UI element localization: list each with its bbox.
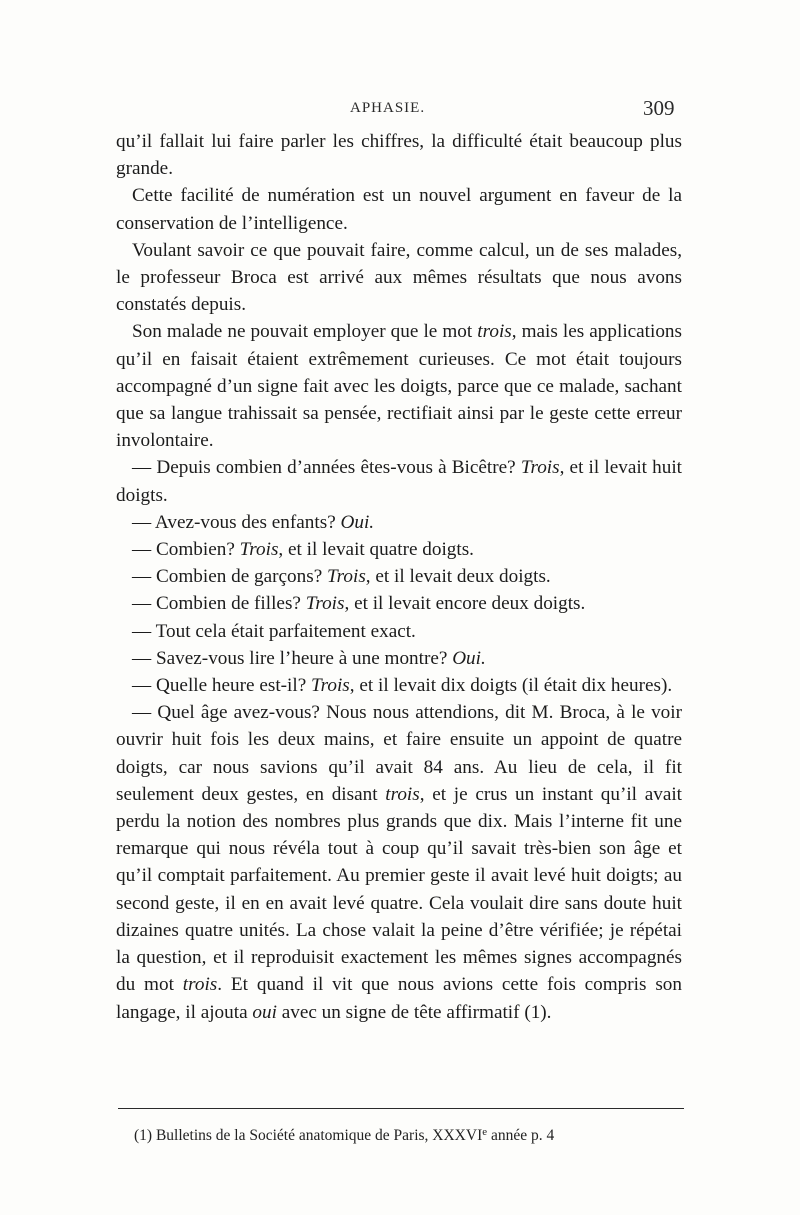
dialogue-2-answer: Oui. [340,511,375,533]
paragraph-3 [116,237,682,319]
dialogue-4-gesture: , et il levait deux doigts. [365,566,551,588]
dialogue-line-6 [116,618,682,645]
dialogue-1-answer: Trois [520,457,560,479]
footnote-divider [118,1108,684,1109]
dialogue-3-gesture: , et il levait quatre doigts. [278,539,474,561]
body-text [116,128,682,1026]
dialogue-7-question: — Savez-vous lire l’heure à une montre? [132,647,453,669]
paragraph-3-text: Voulant savoir ce que pouvait faire, comme calcul, un de ses malades, le professeur Broca est arrivé aux mêmes résultats que nous avons constatés depuis. [116,239,682,316]
dialogue-8-answer: Trois [311,675,350,697]
paragraph-1-text: qu’il fallait lui faire parler les chiffres, la difficulté était beaucoup plus grande. [116,131,682,180]
dialogue-5-answer: Trois [305,593,345,615]
dialogue-5-question: — Combien de filles? [132,593,306,615]
dialogue-7-answer: Oui. [452,647,486,669]
paragraph-4-text-b: , mais les applications qu’il en faisait étaient extrêmement curieuses. Ce mot était toujours accompagné d’un signe fait avec les doigts, parce que ce malade, sachant que sa langue trahissait sa pensée, rectifiait ainsi par le geste cette erreur involontaire. [116,321,682,452]
dialogue-line-8 [116,672,682,699]
running-title: APHASIE. [350,100,426,116]
dialogue-9-emphasis-3: oui [252,1001,277,1023]
page-number: 309 [643,96,675,120]
dialogue-3-answer: Trois [239,539,279,561]
dialogue-2-question: — Avez-vous des enfants? [132,511,341,533]
paragraph-4 [116,318,682,454]
dialogue-6-text: — Tout cela était parfaitement exact. [132,620,416,642]
dialogue-8-gesture: , et il levait dix doigts (il était dix heures). [349,675,673,697]
dialogue-9-text-a: — Quel âge avez-vous? Nous nous attendions, dit M. Broca, à le voir ouvrir huit fois les deux mains, et faire ensuite un appoint de quatre doigts, car nous savions qu’il avait 84 ans. Au lieu de cela, il fit seulement deux gestes, en disant [116,702,682,805]
dialogue-9-text-d: avec un signe de tête affirmatif (1). [276,1001,552,1023]
dialogue-9-emphasis-1: trois [385,783,420,805]
dialogue-line-7 [116,645,682,672]
page-header [0,96,800,126]
dialogue-9-text-b: , et je crus un instant qu’il avait perdu la notion des nombres plus grands que dix. Mais l’interne fit une remarque qui nous révéla tout à coup qu’il savait très-bien son âge et qu’il comptait parfaitement. Au premier geste il avait levé huit doigts; au second geste, il en en avait levé quatre. Cela voulait dire sans doute huit dizaines quatre unités. La chose valait la peine d’être vérifiée; je répétai la question, et il reproduisit exactement les mêmes signes accompagnés du mot [116,783,683,996]
paragraph-2 [116,182,682,236]
dialogue-line-1 [116,454,682,508]
paragraph-1 [116,128,682,182]
paragraph-2-text: Cette facilité de numération est un nouvel argument en faveur de la conservation de l’intelligence. [116,185,682,234]
footnote-text-a: (1) Bulletins de la Société anatomique de Paris, XXXVI [134,1126,483,1144]
dialogue-9-emphasis-2: trois [182,974,218,996]
dialogue-5-gesture: , et il levait encore deux doigts. [344,593,586,615]
footnote-superscript: e [482,1126,488,1138]
dialogue-9-text-c: . Et quand il vit que nous avions cette fois compris son langage, il ajouta [116,974,682,1023]
dialogue-line-9 [116,699,682,1025]
dialogue-4-answer: Trois [327,566,366,588]
dialogue-line-2 [116,509,682,536]
footnote [134,1126,694,1145]
dialogue-line-5 [116,590,682,617]
footnote-text-b: année p. 4 [487,1126,555,1144]
dialogue-1-gesture: , et il levait huit doigts. [116,457,683,506]
dialogue-1-question: — Depuis combien d’années êtes-vous à Bicêtre? [132,457,521,479]
paragraph-4-text-a: Son malade ne pouvait employer que le mot [132,321,478,343]
dialogue-8-question: — Quelle heure est-il? [132,675,312,697]
dialogue-line-4 [116,563,682,590]
dialogue-4-question: — Combien de garçons? [132,566,328,588]
dialogue-line-3 [116,536,682,563]
dialogue-3-question: — Combien? [132,539,240,561]
paragraph-4-emphasis: trois [477,321,512,343]
